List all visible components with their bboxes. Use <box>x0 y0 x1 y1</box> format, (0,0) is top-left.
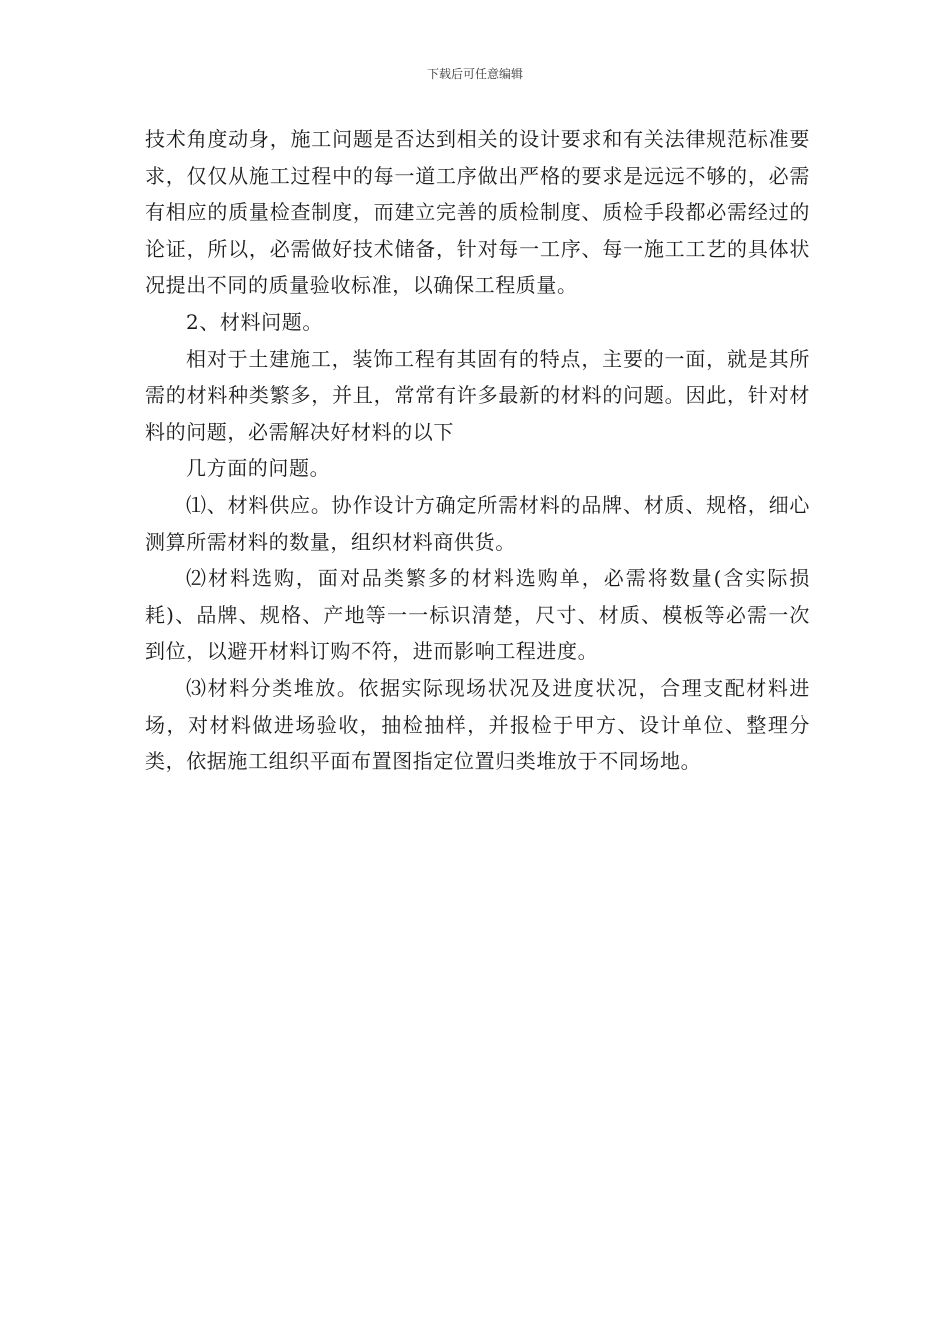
paragraph-materials-intro-continued: 几方面的问题。 <box>186 456 331 481</box>
page-header: 下载后可任意编辑 <box>426 67 523 81</box>
list-item-material-storage: ⑶材料分类堆放。依据实际现场状况及进度状况，合理支配材料进场，对材料做进场验收，抽检抽样，并报检于甲方、设计单位、整理分类，依据施工组织平面布置图指定位置归类堆放于不同场地。 <box>145 675 810 774</box>
document-body <box>145 121 810 780</box>
section-heading-materials: 2、材料问题。 <box>186 309 323 334</box>
paragraph-technical-standards: 技术角度动身，施工问题是否达到相关的设计要求和有关法律规范标准要求，仅仅从施工过程中的每一道工序做出严格的要求是远远不够的，必需有相应的质量检查制度，而建立完善的质检制度、质检手段都必需经过的论证，所以，必需做好技术储备，针对每一工序、每一施工工艺的具体状况提出不同的质量验收标准，以确保工程质量。 <box>145 127 810 298</box>
paragraph-materials-intro: 相对于土建施工，装饰工程有其固有的特点，主要的一面，就是其所需的材料种类繁多，并且，常常有许多最新的材料的问题。因此，针对材料的问题，必需解决好材料的以下 <box>145 346 810 444</box>
list-item-material-purchase: ⑵材料选购，面对品类繁多的材料选购单，必需将数量(含实际损耗)、品牌、规格、产地等一一标识清楚，尺寸、材质、模板等必需一次到位，以避开材料订购不符，进而影响工程进度。 <box>145 566 810 664</box>
list-item-material-supply: ⑴、材料供应。协作设计方确定所需材料的品牌、材质、规格，细心测算所需材料的数量，组织材料商供货。 <box>145 492 810 554</box>
